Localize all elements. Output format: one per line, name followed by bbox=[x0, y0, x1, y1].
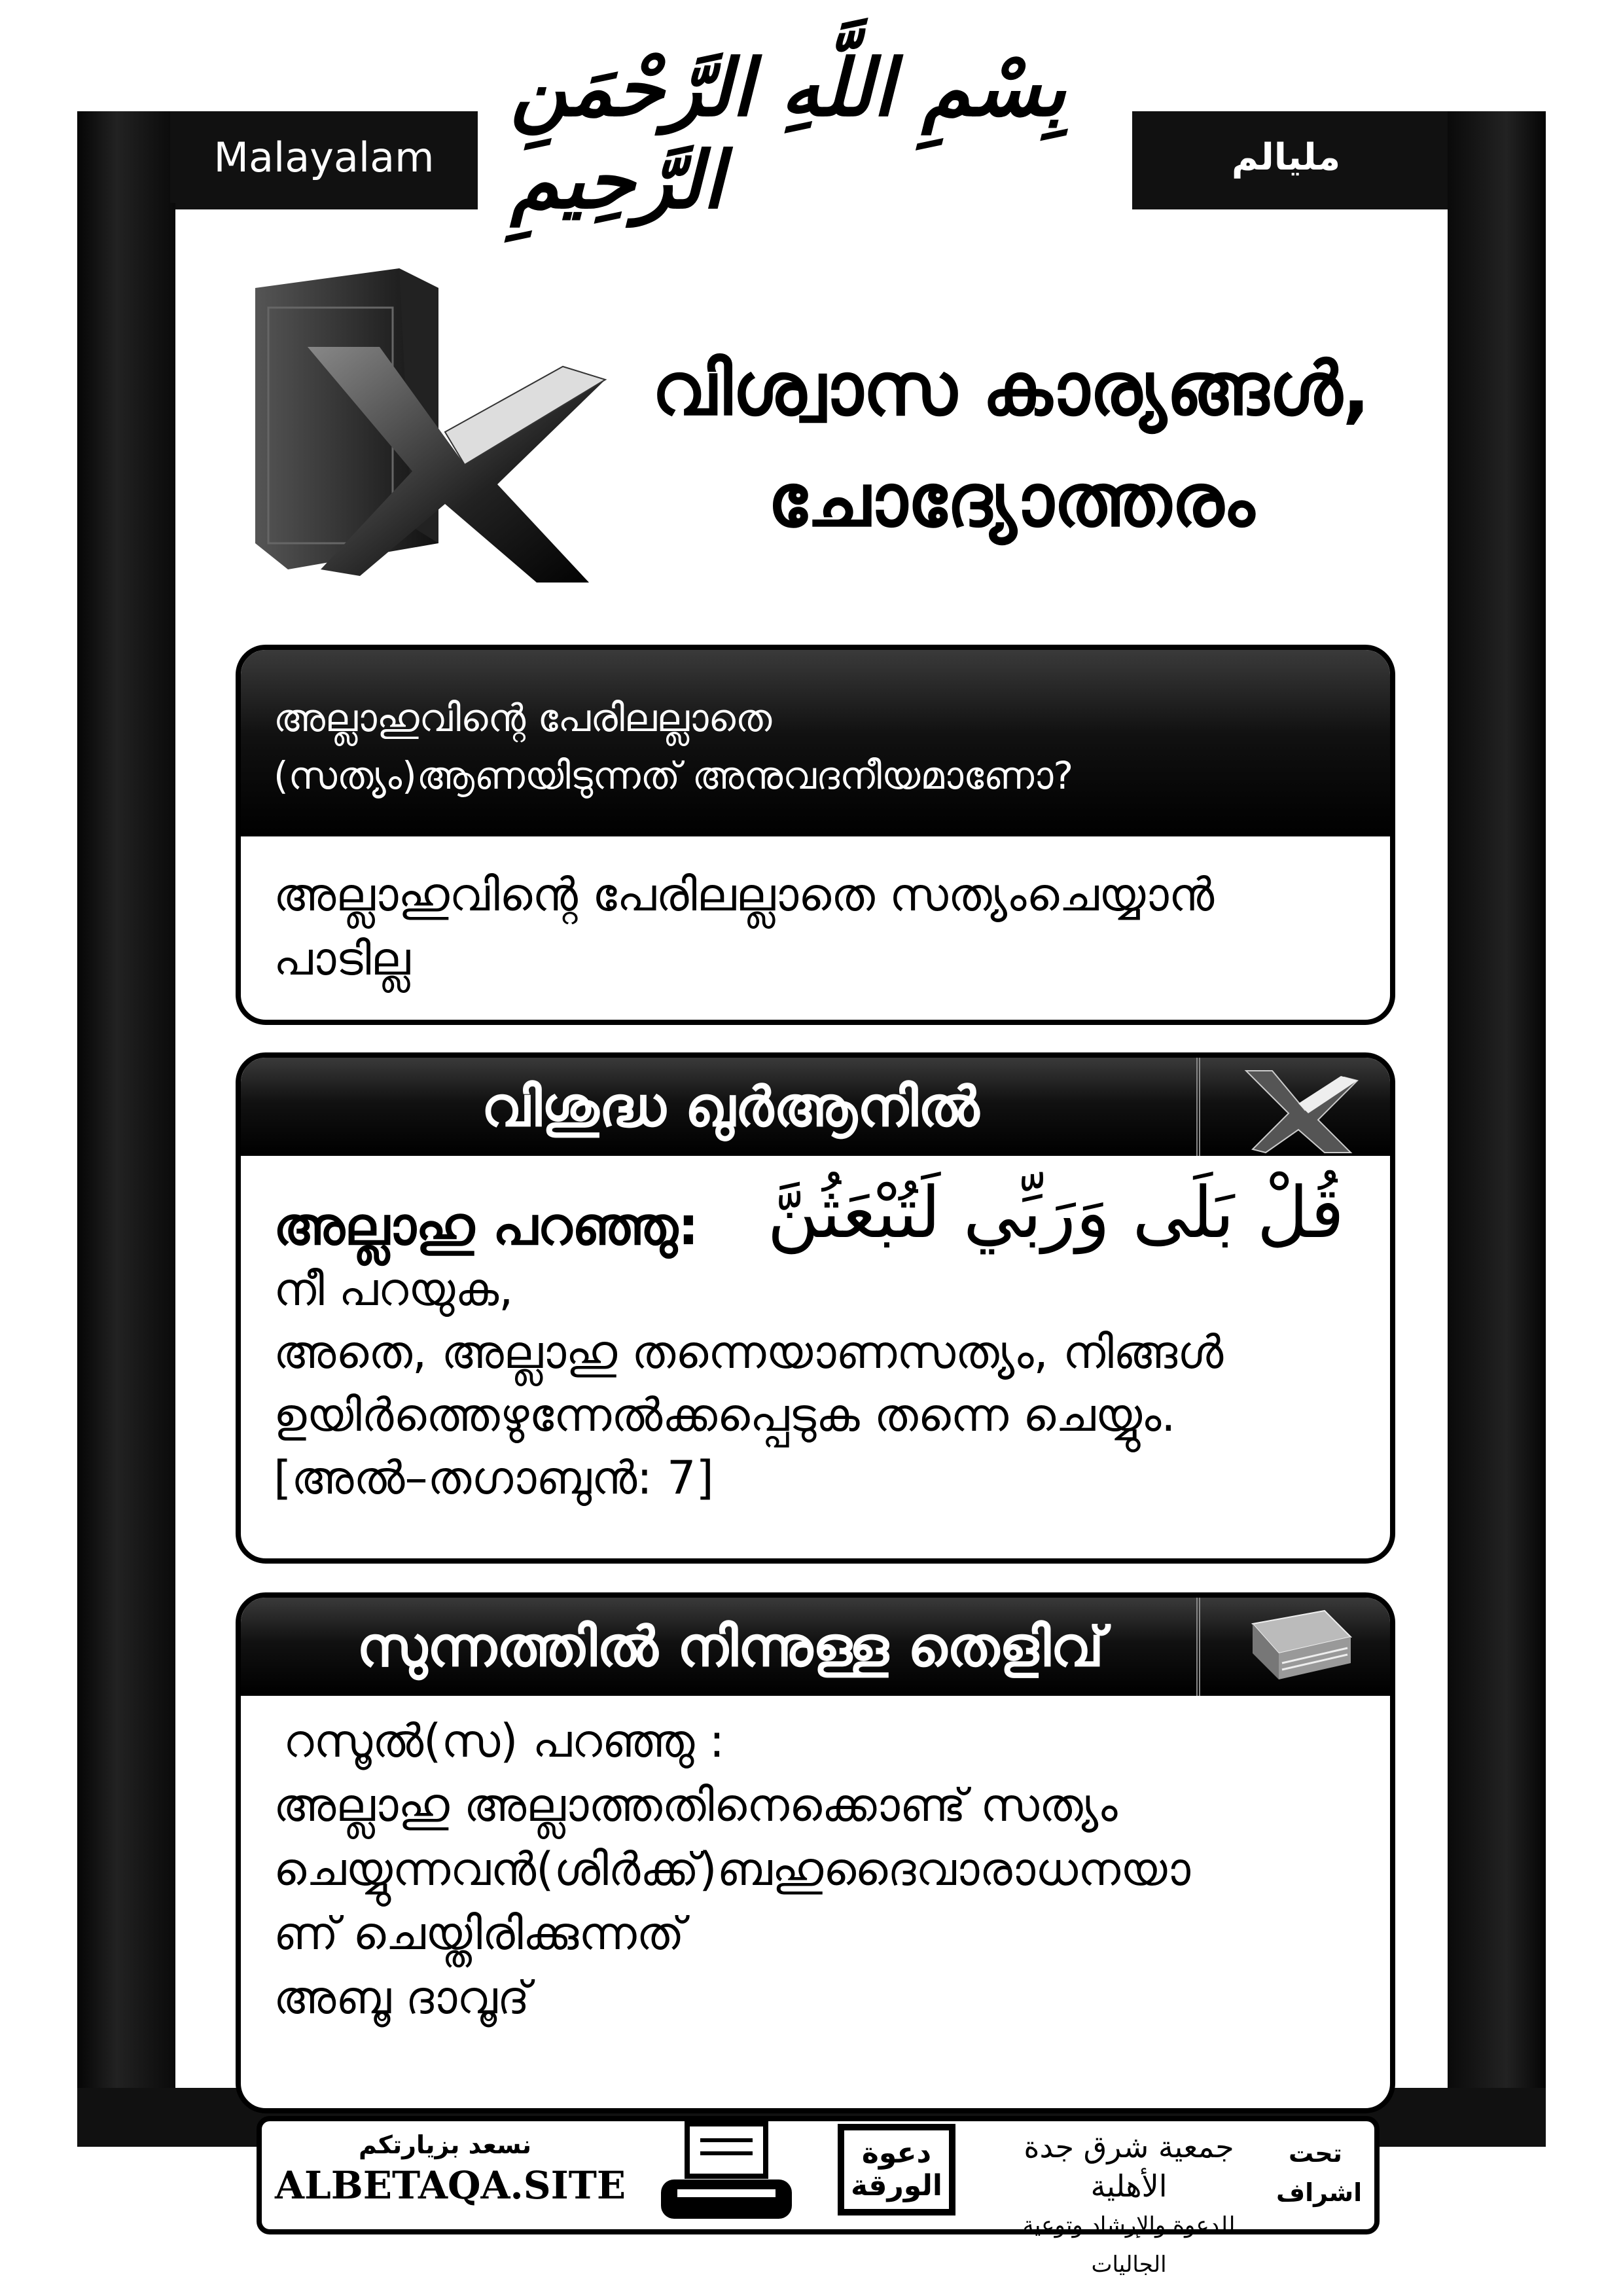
sunnah-source: അബൂ ദാവൂദ് bbox=[274, 1971, 530, 2024]
sunnah-body bbox=[241, 1696, 1390, 2043]
book-icon bbox=[1226, 1598, 1370, 1696]
quran-stand-small-icon bbox=[1226, 1058, 1370, 1156]
language-label-arabic: مليالم bbox=[1132, 111, 1440, 203]
quran-heading: വിശുദ്ധ ഖുർആനിൽ bbox=[481, 1074, 980, 1139]
footer-website-link[interactable]: ALBETAQA.SITE bbox=[275, 2163, 626, 2208]
question-card bbox=[236, 645, 1395, 1025]
organization-title: جمعية شرق جدة الأهلية bbox=[1024, 2129, 1234, 2204]
answer-line-1: അല്ലാഹുവിന്റെ പേരിലല്ലാതെ സത്യംചെയ്യാൻ bbox=[274, 868, 1215, 922]
quran-translation-line-1: നീ പറയുക, bbox=[274, 1263, 514, 1316]
page-title bbox=[602, 334, 1420, 556]
sunnah-line-4: ണ് ചെയ്തിരിക്കുന്നത് bbox=[274, 1907, 685, 1960]
dawah-logo: دعوة الورقة bbox=[838, 2124, 955, 2215]
quran-header bbox=[241, 1058, 1390, 1156]
sunnah-heading: സുന്നത്തിൽ നിന്നുള്ള തെളിവ് bbox=[357, 1614, 1104, 1679]
title-line-1: വിശ്വാസ കാര്യങ്ങൾ, bbox=[652, 347, 1370, 432]
quran-translation-line-3: ഉയിർത്തെഴുന്നേൽക്കപ്പെടുക തന്നെ ചെയ്യും. bbox=[274, 1388, 1176, 1442]
sunnah-line-1: റസൂൽ(സ) പറഞ്ഞു : bbox=[283, 1714, 725, 1768]
title-line-2: ചോദ്യോത്തരം bbox=[768, 458, 1255, 543]
printer-icon bbox=[658, 2121, 795, 2222]
organization-name bbox=[988, 2127, 1270, 2284]
footer-welcome-text: نسعد بزيارتكم bbox=[358, 2130, 532, 2159]
quran-intro: അല്ലാഹു പറഞ്ഞു: bbox=[274, 1196, 699, 1257]
sunnah-line-3: ചെയ്യുന്നവൻ(ശിർക്ക്)ബഹുദൈവാരാധനയാ bbox=[274, 1842, 1190, 1896]
frame-right-bar bbox=[1448, 111, 1546, 2147]
sunnah-line-2: അല്ലാഹു അല്ലാത്തതിനെക്കൊണ്ട് സത്യം bbox=[274, 1778, 1118, 1832]
quran-stand-icon bbox=[249, 268, 615, 596]
quran-ayah-arabic: قُلْ بَلَى وَرَبِّي لَتُبْعَثُنَّ bbox=[767, 1172, 1344, 1254]
basmala-calligraphy: بِسْمِ اللَّهِ الرَّحْمَنِ الرَّحِيمِ bbox=[510, 42, 1066, 226]
quran-reference: [അൽ–തഗാബുൻ: 7] bbox=[274, 1451, 714, 1505]
sunnah-evidence-card bbox=[236, 1592, 1395, 2113]
quran-header-icon-box bbox=[1196, 1058, 1390, 1156]
question-line-2: (സത്യം)ആണയിടുന്നത് അനുവദനീയമാണോ? bbox=[274, 753, 1074, 798]
sunnah-header bbox=[241, 1598, 1390, 1696]
quran-body bbox=[241, 1156, 1390, 1542]
quran-evidence-card bbox=[236, 1052, 1395, 1564]
question-line-1: അല്ലാഹുവിന്റെ പേരിലല്ലാതെ bbox=[274, 696, 772, 740]
supervision-label: تحت اشراف bbox=[1276, 2139, 1363, 2207]
quran-translation-line-2: അതെ, അല്ലാഹു തന്നെയാണസത്യം, നിങ്ങൾ bbox=[274, 1325, 1224, 1379]
answer-line-2: പാടില്ല bbox=[274, 932, 410, 986]
frame-left-bar bbox=[77, 111, 175, 2147]
organization-subtitle: للدعوة والإرشاد وتوعية الجاليات bbox=[1022, 2212, 1236, 2278]
language-label-english: Malayalam bbox=[170, 111, 478, 203]
question-header bbox=[241, 650, 1390, 836]
sunnah-header-icon-box bbox=[1196, 1598, 1390, 1696]
answer-body bbox=[241, 836, 1390, 1017]
